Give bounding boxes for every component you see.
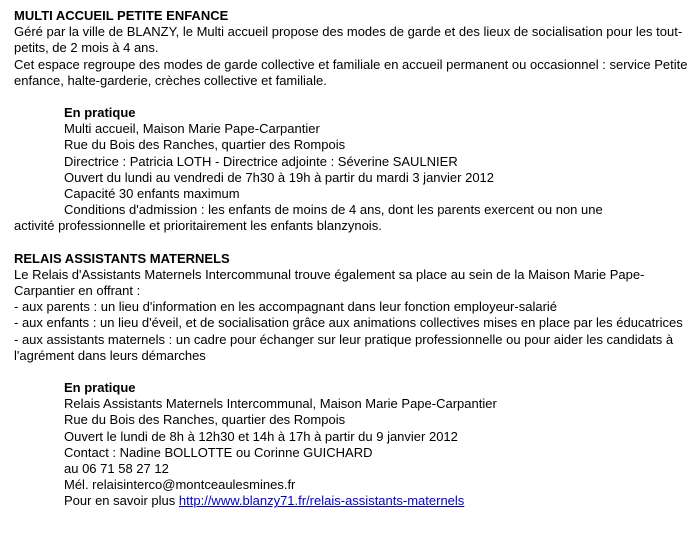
more-info-prefix: Pour en savoir plus xyxy=(64,493,179,509)
practical-title: En pratique xyxy=(64,105,136,121)
list-item: - aux enfants : un lieu d'éveil, et de socialisation grâce aux animations collectives mises en place par les éducatrices xyxy=(14,315,683,331)
practical-line: Multi accueil, Maison Marie Pape-Carpantier xyxy=(64,121,320,137)
practical-line: Ouvert le lundi de 8h à 12h30 et 14h à 17h à partir du 9 janvier 2012 xyxy=(64,428,458,444)
practical-title: En pratique xyxy=(64,380,136,396)
paragraph: Cet espace regroupe des modes de garde collective et familiale en accueil permanent ou occasionnel : service Petite enfance, halte-garderie, crèches collective et familiale. xyxy=(14,56,688,88)
practical-info xyxy=(14,105,694,202)
practical-line: Ouvert du lundi au vendredi de 7h30 à 19h à partir du mardi 3 janvier 2012 xyxy=(64,169,495,185)
practical-line: Mél. relaisinterco@montceaulesmines.fr xyxy=(64,477,296,493)
admission-conditions: Conditions d'admission : les enfants de moins de 4 ans, dont les parents exercent ou non une xyxy=(64,202,603,218)
practical-line: au 06 71 58 27 12 xyxy=(64,461,169,477)
admission-conditions-continued: activité professionnelle et prioritairement les enfants blanzynois. xyxy=(14,218,382,234)
practical-line: Relais Assistants Maternels Intercommunal, Maison Marie Pape-Carpantier xyxy=(64,396,497,412)
more-info xyxy=(64,493,694,509)
section-heading: RELAIS ASSISTANTS MATERNELS xyxy=(14,250,230,266)
paragraph: Géré par la ville de BLANZY, le Multi accueil propose des modes de garde et des lieux de socialisation pour les tout-petits, de 2 mois à 4 ans. xyxy=(14,24,683,56)
document xyxy=(14,8,694,526)
practical-info xyxy=(14,380,694,510)
practical-line: Contact : Nadine BOLLOTTE ou Corinne GUICHARD xyxy=(64,444,373,460)
section-heading: MULTI ACCUEIL PETITE ENFANCE xyxy=(14,8,229,23)
paragraph: Le Relais d'Assistants Maternels Intercommunal trouve également sa place au sein de la Maison Marie Pape-Carpantier en offrant : xyxy=(14,266,645,299)
practical-line: Capacité 30 enfants maximum xyxy=(64,186,240,202)
practical-line: Rue du Bois des Ranches, quartier des Rompois xyxy=(64,137,346,153)
practical-line: Rue du Bois des Ranches, quartier des Rompois xyxy=(64,412,346,428)
section-relais xyxy=(14,251,694,510)
list-item: - aux assistants maternels : un cadre pour échanger sur leur pratique professionnelle ou pour aider les candidats à l'agrément dans leurs démarches xyxy=(14,331,674,363)
section-multi-accueil xyxy=(14,8,694,235)
practical-line: Directrice : Patricia LOTH - Directrice adjointe : Séverine SAULNIER xyxy=(64,153,458,169)
more-info-link[interactable]: http://www.blanzy71.fr/relais-assistants-maternels xyxy=(178,493,465,509)
list-item: - aux parents : un lieu d'information en les accompagnant dans leur fonction employeur-salarié xyxy=(14,299,558,315)
